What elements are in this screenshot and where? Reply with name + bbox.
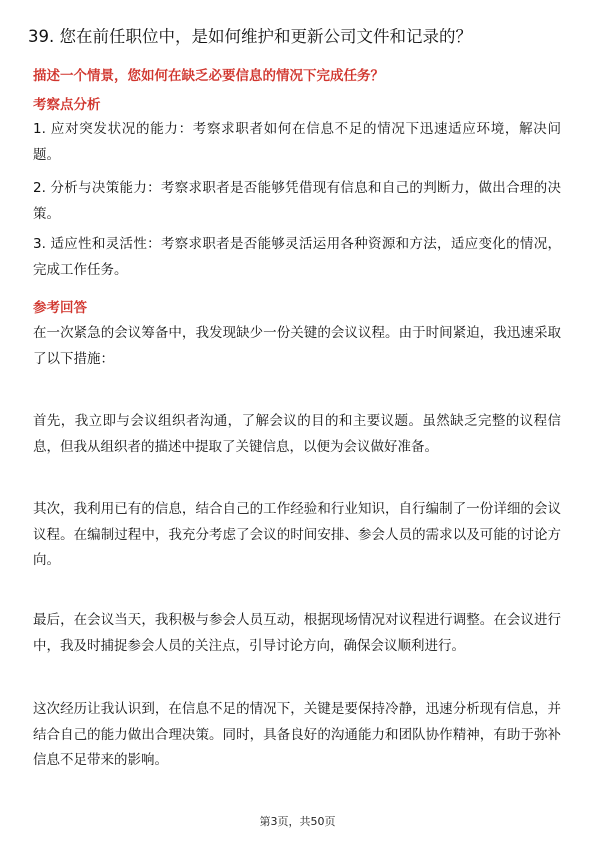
page-number: 第3页，共50页 bbox=[259, 815, 336, 828]
answer-paragraph-3: 其次，我利用已有的信息，结合自己的工作经验和行业知识，自行编制了一份详细的会议议程。在编制过程中，我充分考虑了会议的时间安排、参会人员的需求以及可能的讨论方向。 bbox=[33, 501, 561, 569]
sub-question: 描述一个情景，您如何在缺乏必要信息的情况下完成任务？ bbox=[33, 68, 384, 84]
analysis-heading: 考察点分析 bbox=[33, 97, 101, 113]
question-title: 39. 您在前任职位中，是如何维护和更新公司文件和记录的？ bbox=[28, 27, 472, 46]
analysis-point-3: 3. 适应性和灵活性：考察求职者是否能够灵活运用各种资源和方法，适应变化的情况，完成工作任务。 bbox=[33, 236, 561, 278]
answer-paragraph-2: 首先，我立即与会议组织者沟通，了解会议的目的和主要议题。虽然缺乏完整的议程信息，但我从组织者的描述中提取了关键信息，以便为会议做好准备。 bbox=[33, 413, 561, 455]
answer-heading: 参考回答 bbox=[33, 300, 87, 316]
answer-paragraph-4: 最后，在会议当天，我积极与参会人员互动，根据现场情况对议程进行调整。在会议进行中，我及时捕捉参会人员的关注点，引导讨论方向，确保会议顺利进行。 bbox=[33, 612, 561, 654]
analysis-point-2: 2. 分析与决策能力：考察求职者是否能够凭借现有信息和自己的判断力，做出合理的决策。 bbox=[33, 180, 561, 222]
answer-paragraph-1: 在一次紧急的会议筹备中，我发现缺少一份关键的会议议程。由于时间紧迫，我迅速采取了以下措施： bbox=[33, 325, 561, 367]
analysis-point-1: 1. 应对突发状况的能力：考察求职者如何在信息不足的情况下迅速适应环境，解决问题。 bbox=[33, 121, 561, 163]
answer-paragraph-5: 这次经历让我认识到，在信息不足的情况下，关键是要保持冷静，迅速分析现有信息，并结合自己的能力做出合理决策。同时，具备良好的沟通能力和团队协作精神，有助于弥补信息不足带来的影响。 bbox=[33, 701, 561, 769]
